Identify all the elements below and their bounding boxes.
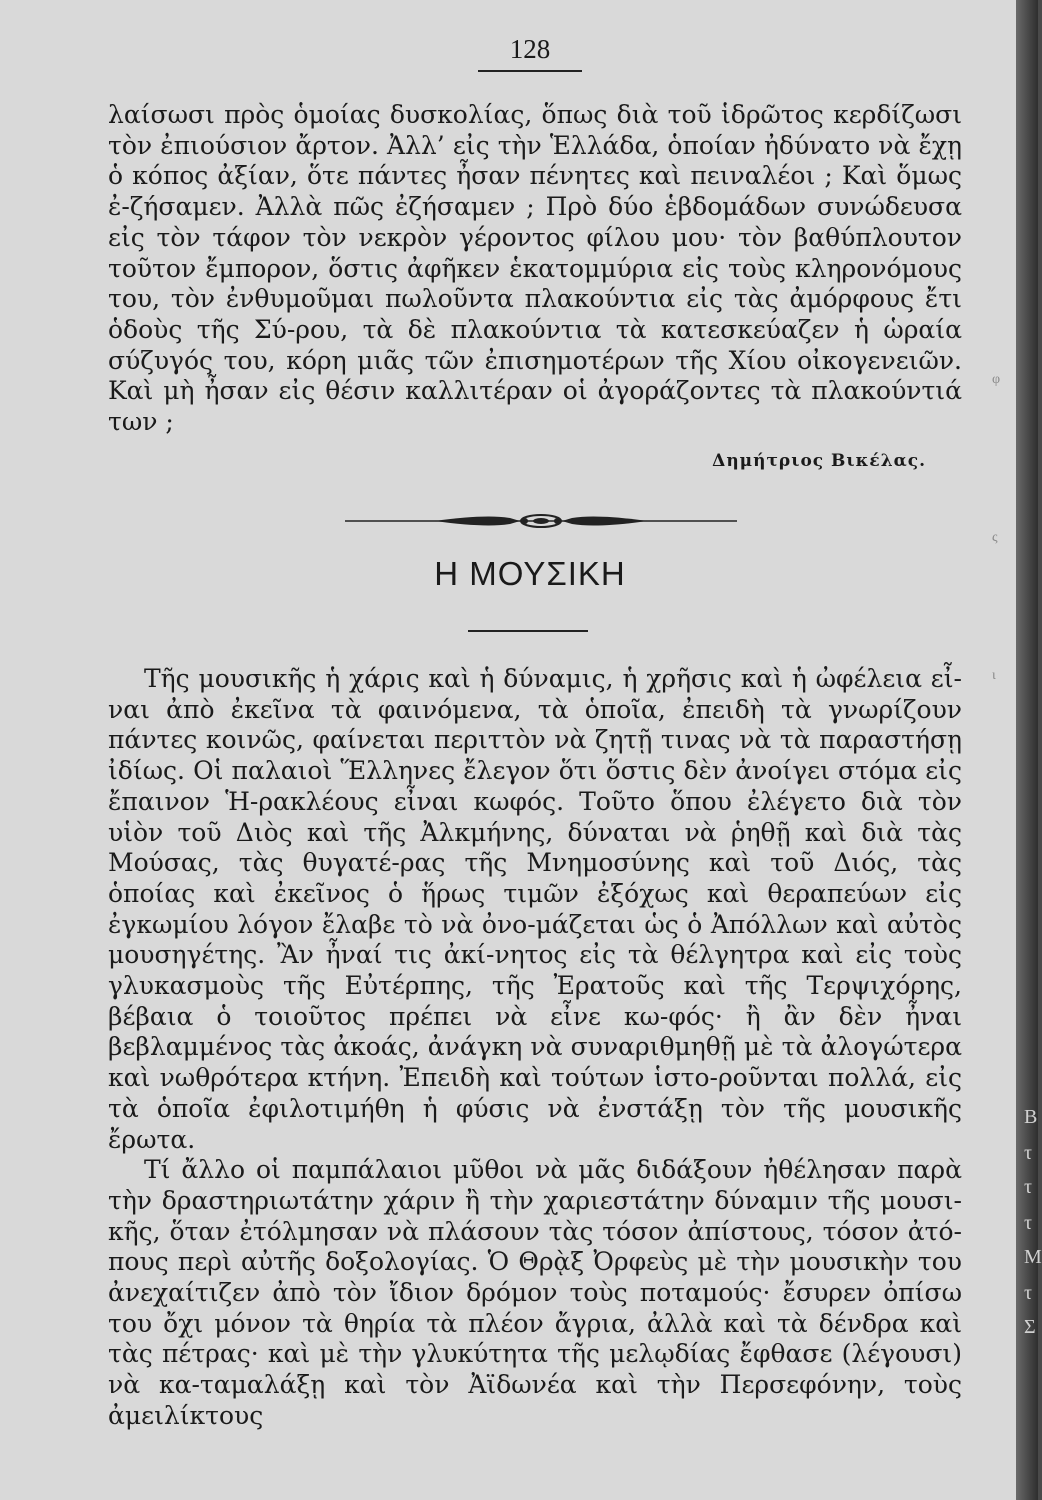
previous-article-text — [108, 100, 962, 438]
book-spine-edge — [1016, 0, 1042, 1500]
page-number: 128 — [509, 34, 551, 64]
article-paragraph: Τί ἄλλο οἱ παμπάλαιοι μῦθοι νὰ μᾶς διδάξουν ἠθέλησαν παρὰ τὴν δραστηριωτάτην χάριν ἢ τὴν χαριεστάτην δύναμιν τῆς μουσι-κῆς, ὅταν ἐτόλμησαν νὰ πλάσουν τὰς τόσον ἀπίστους, τόσον ἀτό-πους περὶ αὐτῆς δοξολογίας. Ὁ Θρᾲξ Ὀρφεὺς μὲ τὴν μουσικὴν του ἀνεχαίτιζεν ἀπὸ τὸν ἴδιον δρόμον τοὺς ποταμούς· ἔσυρεν ὀπίσω του ὄχι μόνον τὰ θηρία τὰ πλέον ἄγρια, ἀλλὰ καὶ τὰ δένδρα καὶ τὰς πέτρας· καὶ μὲ τὴν γλυκύτητα τῆς μελῳδίας ἔφθασε (λέγουσι) νὰ κα-ταμαλάξῃ καὶ τὸν Ἀϊδωνέα καὶ τὴν Περσεφόνην, τοὺς ἀμειλίκτους — [108, 1155, 962, 1430]
article-title: Η ΜΟΥΣΙΚΗ — [434, 555, 626, 592]
next-page-letter: Μ — [1024, 1246, 1042, 1268]
margin-mark: φ — [992, 372, 1001, 387]
next-page-letter: τ — [1024, 1142, 1033, 1164]
author-signature: Δημήτριος Βικέλας. — [712, 451, 926, 471]
margin-mark: ι — [992, 668, 996, 683]
next-page-letter: Σ — [1024, 1316, 1036, 1338]
title-rule — [468, 630, 588, 632]
article-body — [108, 664, 962, 1432]
ornamental-divider — [345, 510, 737, 532]
article-paragraph: Τῆς μουσικῆς ἡ χάρις καὶ ἡ δύναμις, ἡ χρῆσις καὶ ἡ ὠφέλεια εἶ-ναι ἀπὸ ἐκεῖνα τὰ φαινόμενα, τὰ ὁποῖα, ἐπειδὴ τὰ γνωρίζουν πάντες κοινῶς, φαίνεται περιττὸν νὰ ζητῇ τινας νὰ τὰ παραστήσῃ ἰδίως. Οἱ παλαιοὶ Ἕλληνες ἔλεγον ὅτι ὅστις δὲν ἀνοίγει στόμα εἰς ἔπαινον Ἡ-ρακλέους εἶναι κωφός. Τοῦτο ὅπου ἐλέγετο διὰ τὸν υἱὸν τοῦ Διὸς καὶ τῆς Ἀλκμήνης, δύναται νὰ ῥηθῇ καὶ διὰ τὰς Μούσας, τὰς θυγατέ-ρας τῆς Μνημοσύνης καὶ τοῦ Διός, τὰς ὁποίας καὶ ἐκεῖνος ὁ ἥρως τιμῶν ἐξόχως καὶ θεραπεύων εἰς ἐγκωμίου λόγον ἔλαβε τὸ νὰ ὀνο-μάζεται ὡς ὁ Ἀπόλλων καὶ αὐτὸς μουσηγέτης. Ἂν ἦναί τις ἀκί-νητος εἰς τὰ θέλγητρα καὶ εἰς τοὺς γλυκασμοὺς τῆς Εὐτέρπης, τῆς Ἐρατοῦς καὶ τῆς Τερψιχόρης, βέβαια ὁ τοιοῦτος πρέπει νὰ εἶνε κω-φός· ἢ ἂν δὲν ἦναι βεβλαμμένος τὰς ἀκοάς, ἀνάγκη νὰ συναριθμηθῇ μὲ τὰ ἀλογώτερα καὶ νωθρότερα κτήνη. Ἐπειδὴ καὶ τούτων ἱστο-ροῦνται πολλά, εἰς τὰ ὁποῖα ἐφιλοτιμήθη ἡ φύσις νὰ ἐνστάξῃ τὸν τῆς μουσικῆς ἔρωτα. — [108, 664, 962, 1154]
next-page-letter: τ — [1024, 1282, 1033, 1304]
next-page-letter: Β — [1024, 1106, 1038, 1128]
previous-article-paragraph: λαίσωσι πρὸς ὁμοίας δυσκολίας, ὅπως διὰ τοῦ ἱδρῶτος κερδίζωσι τὸν ἐπιούσιον ἄρτον. Ἀλλ’ εἰς τὴν Ἑλλάδα, ὁποίαν ἠδύνατο νὰ ἔχῃ ὁ κόπος ἀξίαν, ὅτε πάντες ἦσαν πένητες καὶ πειναλέοι ; Καὶ ὅμως ἐ-ζήσαμεν. Ἀλλὰ πῶς ἐζήσαμεν ; Πρὸ δύο ἑβδομάδων συνώδευσα εἰς τὸν τάφον τὸν νεκρὸν γέροντος φίλου μου· τὸν βαθύπλουτον τοῦτον ἔμπορον, ὅστις ἀφῆκεν ἑκατομμύρια εἰς τοὺς κληρονόμους του, τὸν ἐνθυμοῦμαι πωλοῦντα πλακούντια εἰς τὰς ἀμόρφους ἔτι ὁδοὺς τῆς Σύ-ρου, τὰ δὲ πλακούντια τὰ κατεσκεύαζεν ἡ ὡραία σύζυγός του, κόρη μιᾶς τῶν ἐπισημοτέρων τῆς Χίου οἰκογενειῶν. Καὶ μὴ ἦσαν εἰς θέσιν καλλιτέραν οἱ ἀγοράζοντες τὰ πλακούντιά των ; — [108, 100, 962, 437]
next-page-letter: τ — [1024, 1176, 1033, 1198]
page-number-rule — [478, 70, 582, 72]
margin-mark: ς — [992, 530, 998, 545]
next-page-letter: τ — [1024, 1212, 1033, 1234]
